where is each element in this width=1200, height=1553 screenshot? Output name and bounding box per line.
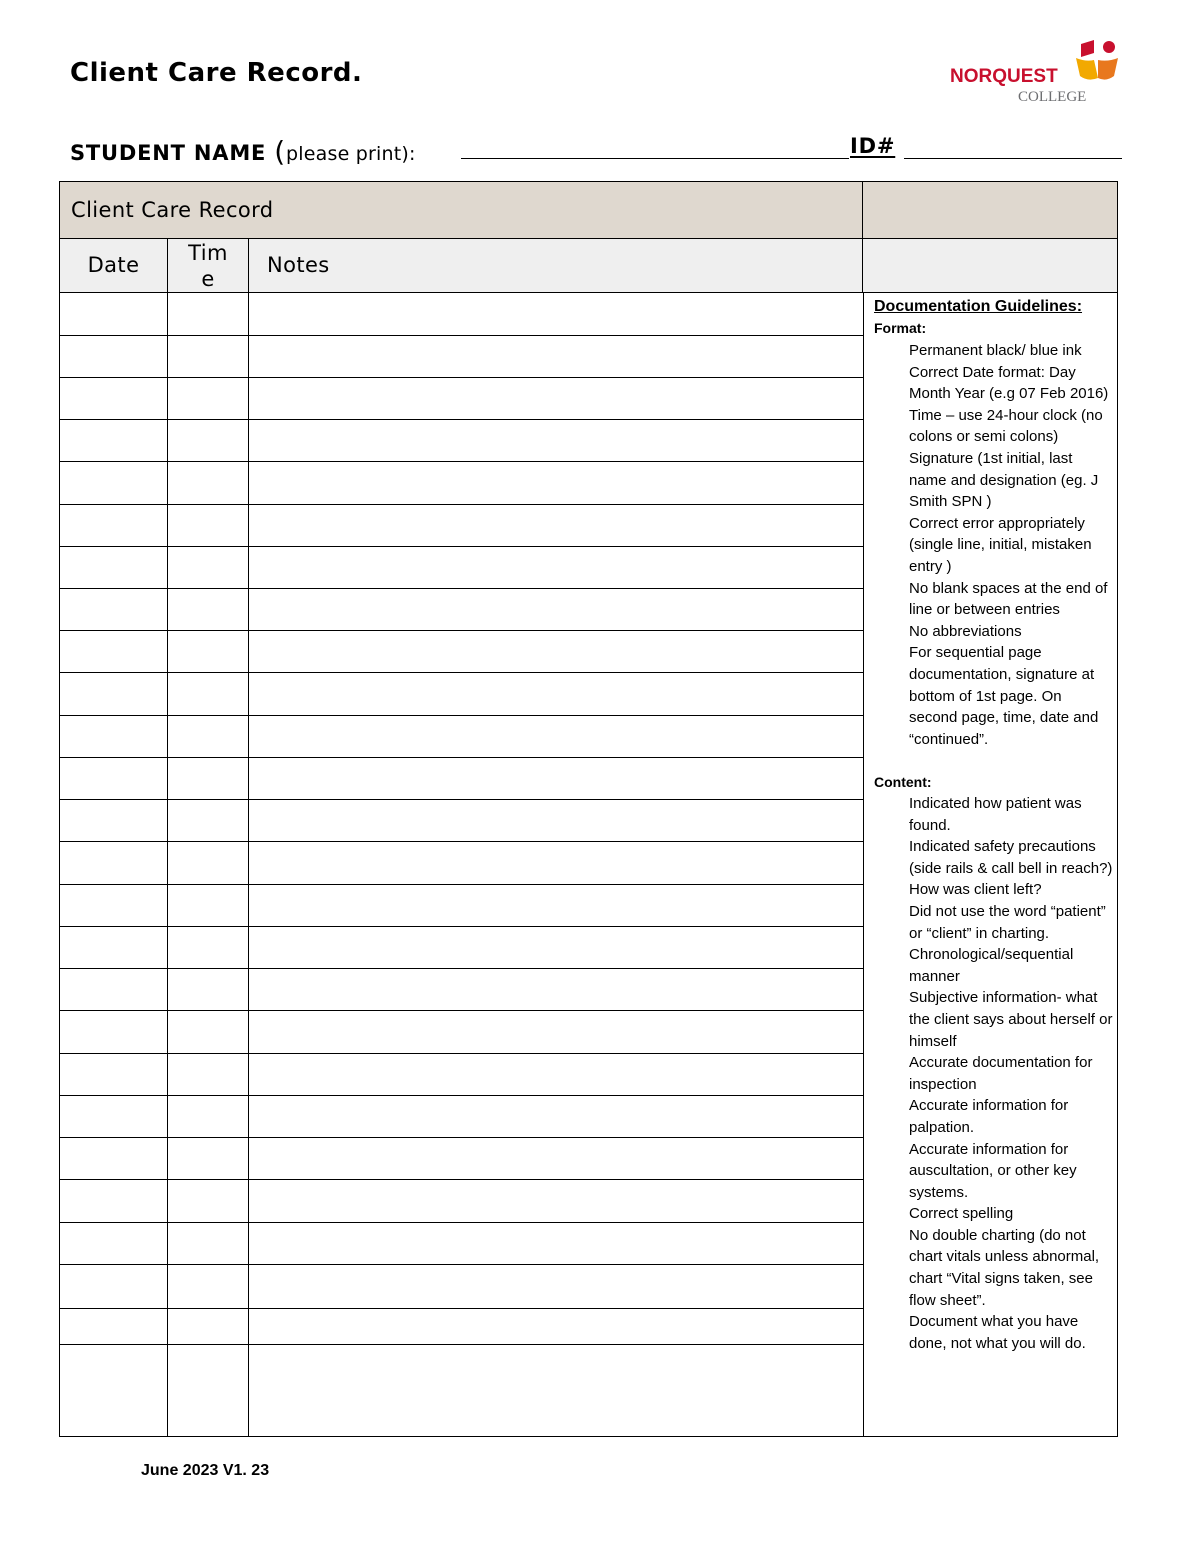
content-guideline-item: Correct spelling — [909, 1205, 1014, 1223]
notes-cell[interactable] — [249, 293, 863, 335]
time-cell[interactable] — [168, 926, 248, 968]
notes-cell[interactable] — [249, 377, 863, 419]
version-footer: June 2023 V1. 23 — [141, 1462, 270, 1479]
content-guideline-item: Accurate information for palpation. — [909, 1097, 1069, 1136]
time-cell[interactable] — [168, 419, 248, 461]
date-cell[interactable] — [60, 1095, 167, 1137]
format-guideline-item: No blank spaces at the end of line or between entries — [909, 579, 1108, 619]
date-cell[interactable] — [60, 461, 167, 504]
notes-cell[interactable] — [249, 968, 863, 1010]
notes-cell[interactable] — [249, 884, 863, 926]
notes-cell[interactable] — [249, 588, 863, 630]
content-list — [909, 793, 1114, 1354]
guidelines-title: Documentation Guidelines: — [874, 298, 1083, 315]
time-cell[interactable] — [168, 757, 248, 799]
content-guideline-item: Document what you have done, not what you will do. — [909, 1313, 1086, 1352]
notes-cell[interactable] — [249, 799, 863, 841]
date-cell[interactable] — [60, 630, 167, 672]
time-cell[interactable] — [168, 1137, 248, 1179]
date-cell[interactable] — [60, 377, 167, 419]
content-guideline-item: Chronological/sequential manner — [909, 946, 1074, 985]
column-header-time: Tim e — [168, 239, 249, 293]
notes-cell[interactable] — [249, 926, 863, 968]
norquest-college-logo — [948, 38, 1123, 106]
time-cell[interactable] — [168, 884, 248, 926]
notes-cell[interactable] — [249, 1053, 863, 1095]
time-cell[interactable] — [168, 504, 248, 546]
notes-cell[interactable] — [249, 546, 863, 588]
date-cell[interactable] — [60, 672, 167, 715]
documentation-guidelines — [863, 293, 1117, 1436]
table-title: Client Care Record — [71, 198, 274, 222]
time-cell[interactable] — [168, 1179, 248, 1222]
time-cell[interactable] — [168, 588, 248, 630]
notes-cell[interactable] — [249, 841, 863, 884]
time-cell[interactable] — [168, 1222, 248, 1264]
logo-subtitle: COLLEGE — [1018, 89, 1087, 105]
notes-cell[interactable] — [249, 630, 863, 672]
format-guideline-item: For sequential page documentation, signature at bottom of 1st page. On second page, time, date and “continued”. — [909, 644, 1099, 748]
time-cell[interactable] — [168, 968, 248, 1010]
notes-cell[interactable] — [249, 1308, 863, 1344]
time-cell[interactable] — [168, 1264, 248, 1308]
table-title-side-cell — [863, 182, 1117, 239]
student-info-line — [70, 130, 1122, 168]
student-id-label: ID# — [850, 134, 896, 158]
format-guideline-item: Time – use 24-hour clock (no colons or semi colons) — [909, 406, 1103, 446]
time-cell[interactable] — [168, 715, 248, 757]
date-cell[interactable] — [60, 588, 167, 630]
table-title-cell — [60, 182, 863, 239]
column-header-side — [863, 239, 1117, 293]
date-cell[interactable] — [60, 1010, 167, 1053]
date-cell[interactable] — [60, 884, 167, 926]
notes-cell[interactable] — [249, 715, 863, 757]
format-label: Format: — [874, 320, 927, 336]
time-cell[interactable] — [168, 546, 248, 588]
notes-cell[interactable] — [249, 757, 863, 799]
content-guideline-item: Accurate information for auscultation, or other key systems. — [909, 1140, 1077, 1201]
content-guideline-item: Indicated safety precautions (side rails & call bell in reach?) How was client left? — [909, 838, 1113, 899]
date-cell[interactable] — [60, 1179, 167, 1222]
format-guideline-item: Permanent black/ blue ink — [909, 342, 1082, 359]
date-cell[interactable] — [60, 504, 167, 546]
column-header-notes: Notes — [249, 239, 863, 293]
date-cell[interactable] — [60, 546, 167, 588]
time-cell[interactable] — [168, 1010, 248, 1053]
time-cell[interactable] — [168, 630, 248, 672]
content-guideline-item: Subjective information- what the client says about herself or himself — [909, 989, 1113, 1050]
time-cell[interactable] — [168, 461, 248, 504]
notes-cell[interactable] — [249, 419, 863, 461]
content-guideline-item: Did not use the word “patient” or “client” in charting. — [909, 902, 1106, 942]
student-name-label: STUDENT NAME (please print): — [70, 135, 416, 168]
page-title: Client Care Record. — [70, 58, 363, 88]
time-cell[interactable] — [168, 1308, 248, 1344]
student-id-field[interactable] — [904, 158, 1122, 159]
date-cell[interactable] — [60, 926, 167, 968]
notes-cell[interactable] — [249, 1264, 863, 1308]
date-cell[interactable] — [60, 1264, 167, 1308]
date-cell[interactable] — [60, 419, 167, 461]
time-cell[interactable] — [168, 1095, 248, 1137]
format-guideline-item: No abbreviations — [909, 622, 1022, 640]
notes-cell[interactable] — [249, 335, 863, 377]
column-header-date: Date — [60, 239, 168, 293]
content-label: Content: — [874, 774, 932, 790]
notes-cell[interactable] — [249, 1179, 863, 1222]
logo-name: NORQUEST — [950, 66, 1058, 87]
time-cell[interactable] — [168, 377, 248, 419]
content-guideline-item: No double charting (do not chart vitals unless abnormal, chart “Vital signs taken, see flow sheet”. — [909, 1226, 1100, 1309]
time-cell[interactable] — [168, 799, 248, 841]
time-cell[interactable] — [168, 672, 248, 715]
time-cell[interactable] — [168, 841, 248, 884]
notes-cell[interactable] — [249, 1222, 863, 1264]
date-cell[interactable] — [60, 841, 167, 884]
date-cell[interactable] — [60, 1344, 167, 1436]
date-cell[interactable] — [60, 1308, 167, 1344]
date-cell[interactable] — [60, 757, 167, 799]
date-cell[interactable] — [60, 1137, 167, 1179]
format-guideline-item: Signature (1st initial, last name and designation (eg. J Smith SPN ) — [909, 449, 1099, 511]
date-cell[interactable] — [60, 293, 167, 335]
time-cell[interactable] — [168, 1053, 248, 1095]
notes-cell[interactable] — [249, 1010, 863, 1053]
notes-cell[interactable] — [249, 1344, 863, 1436]
time-cell[interactable] — [168, 335, 248, 377]
content-guideline-item: Indicated how patient was found. — [909, 795, 1082, 834]
notes-cell[interactable] — [249, 1137, 863, 1179]
format-guideline-item: Correct error appropriately (single line, initial, mistaken entry ) — [909, 514, 1092, 575]
notes-cell[interactable] — [249, 1095, 863, 1137]
date-cell[interactable] — [60, 1222, 167, 1264]
time-cell[interactable] — [168, 293, 248, 335]
format-guideline-item: Correct Date format: Day Month Year (e.g 07 Feb 2016) — [909, 363, 1109, 403]
date-cell[interactable] — [60, 968, 167, 1010]
notes-cell[interactable] — [249, 504, 863, 546]
content-guideline-item: Accurate documentation for inspection — [909, 1054, 1093, 1093]
client-care-record-table — [59, 181, 1118, 1437]
student-name-field[interactable] — [461, 158, 849, 159]
date-cell[interactable] — [60, 715, 167, 757]
time-cell[interactable] — [168, 1344, 248, 1436]
notes-cell[interactable] — [249, 461, 863, 504]
date-cell[interactable] — [60, 799, 167, 841]
format-list — [909, 340, 1114, 750]
date-cell[interactable] — [60, 335, 167, 377]
notes-cell[interactable] — [249, 672, 863, 715]
date-cell[interactable] — [60, 1053, 167, 1095]
